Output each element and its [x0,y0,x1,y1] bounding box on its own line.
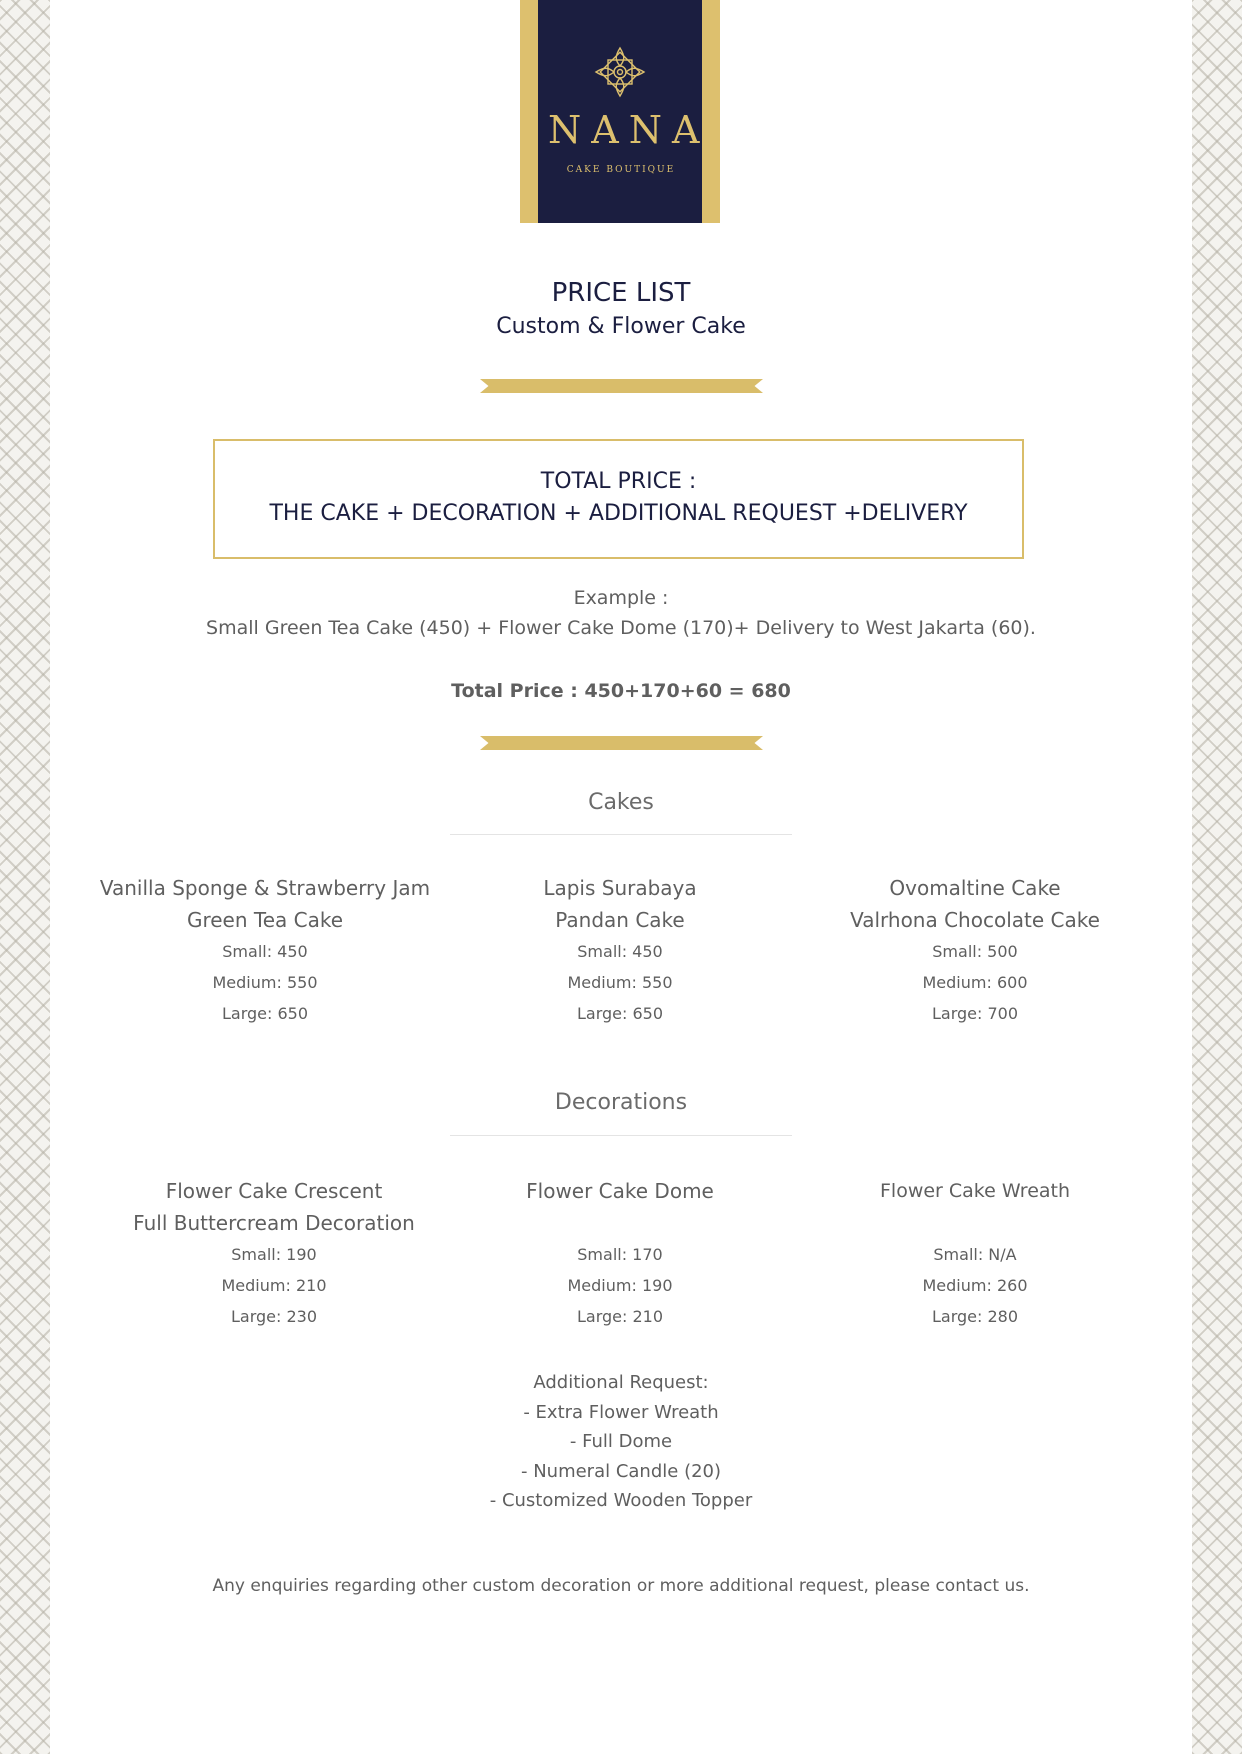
price-small: Small: 500 [932,942,1018,961]
cake-column [85,872,445,1029]
additional-request-title: Additional Request: [533,1372,709,1393]
cake-name: Lapis Surabaya [543,876,697,900]
price-large: Large: 280 [931,1307,1019,1326]
gold-ribbon-divider [480,379,763,393]
price-medium: Medium: 210 [221,1276,327,1295]
example-text: Small Green Tea Cake (450) + Flower Cake Dome (170)+ Delivery to West Jakarta (60). [206,617,1036,639]
price-medium: Medium: 550 [567,973,673,992]
price-small: Small: 170 [577,1245,663,1264]
price-large: Large: 700 [931,1004,1019,1023]
price-small: Small: N/A [933,1245,1017,1264]
price-large: Large: 650 [576,1004,664,1023]
page-subtitle: Custom & Flower Cake [496,314,746,339]
price-small: Small: 450 [222,942,308,961]
decoration-column [795,1175,1155,1332]
cake-name: Valrhona Chocolate Cake [850,908,1100,932]
cake-name: Vanilla Sponge & Strawberry Jam [99,876,431,900]
additional-request-item: - Numeral Candle (20) [520,1460,722,1482]
price-medium: Medium: 190 [567,1276,673,1295]
price-medium: Medium: 260 [922,1276,1028,1295]
cake-column [440,872,800,1029]
cake-column [795,872,1155,1029]
lotus-emblem-icon [592,44,648,100]
decoration-name [795,1207,1155,1239]
decoration-name: Flower Cake Crescent [165,1179,383,1203]
cake-name: Ovomaltine Cake [889,876,1061,900]
decoration-column [94,1175,454,1332]
decoration-column [440,1175,800,1332]
price-small: Small: 190 [231,1245,317,1264]
price-large: Large: 210 [576,1307,664,1326]
price-large: Large: 230 [230,1307,318,1326]
total-price-heading: TOTAL PRICE : [540,469,697,494]
logo-name: NANA [548,108,710,152]
decoration-name: Flower Cake Dome [526,1179,714,1203]
cake-name: Green Tea Cake [186,908,344,932]
decoration-name [440,1207,800,1239]
footer-note: Any enquiries regarding other custom decoration or more additional request, please contact us. [212,1576,1030,1596]
price-medium: Medium: 550 [212,973,318,992]
page-title: PRICE LIST [551,278,691,308]
additional-request-list [0,1368,1242,1516]
cake-name: Pandan Cake [555,908,685,932]
logo [520,0,720,223]
total-price-formula: THE CAKE + DECORATION + ADDITIONAL REQUEST +DELIVERY [269,501,968,526]
additional-request-item: - Extra Flower Wreath [523,1401,719,1423]
price-medium: Medium: 600 [922,973,1028,992]
price-large: Large: 650 [221,1004,309,1023]
example-total: Total Price : 450+170+60 = 680 [451,680,791,702]
example-label: Example : [573,587,669,609]
section-divider [450,834,792,835]
decoration-name: Flower Cake Wreath [879,1180,1071,1202]
additional-request-item: - Customized Wooden Topper [489,1490,753,1511]
total-price-box [213,439,1024,559]
section-title-cakes: Cakes [588,790,654,815]
decoration-name: Full Buttercream Decoration [133,1211,415,1235]
section-divider [450,1135,792,1136]
logo-panel [538,0,710,223]
logo-subtitle: CAKE BOUTIQUE [566,165,676,175]
gold-ribbon-divider [480,736,763,750]
additional-request-item: - Full Dome [569,1431,673,1452]
section-title-decorations: Decorations [554,1090,688,1115]
price-small: Small: 450 [577,942,663,961]
